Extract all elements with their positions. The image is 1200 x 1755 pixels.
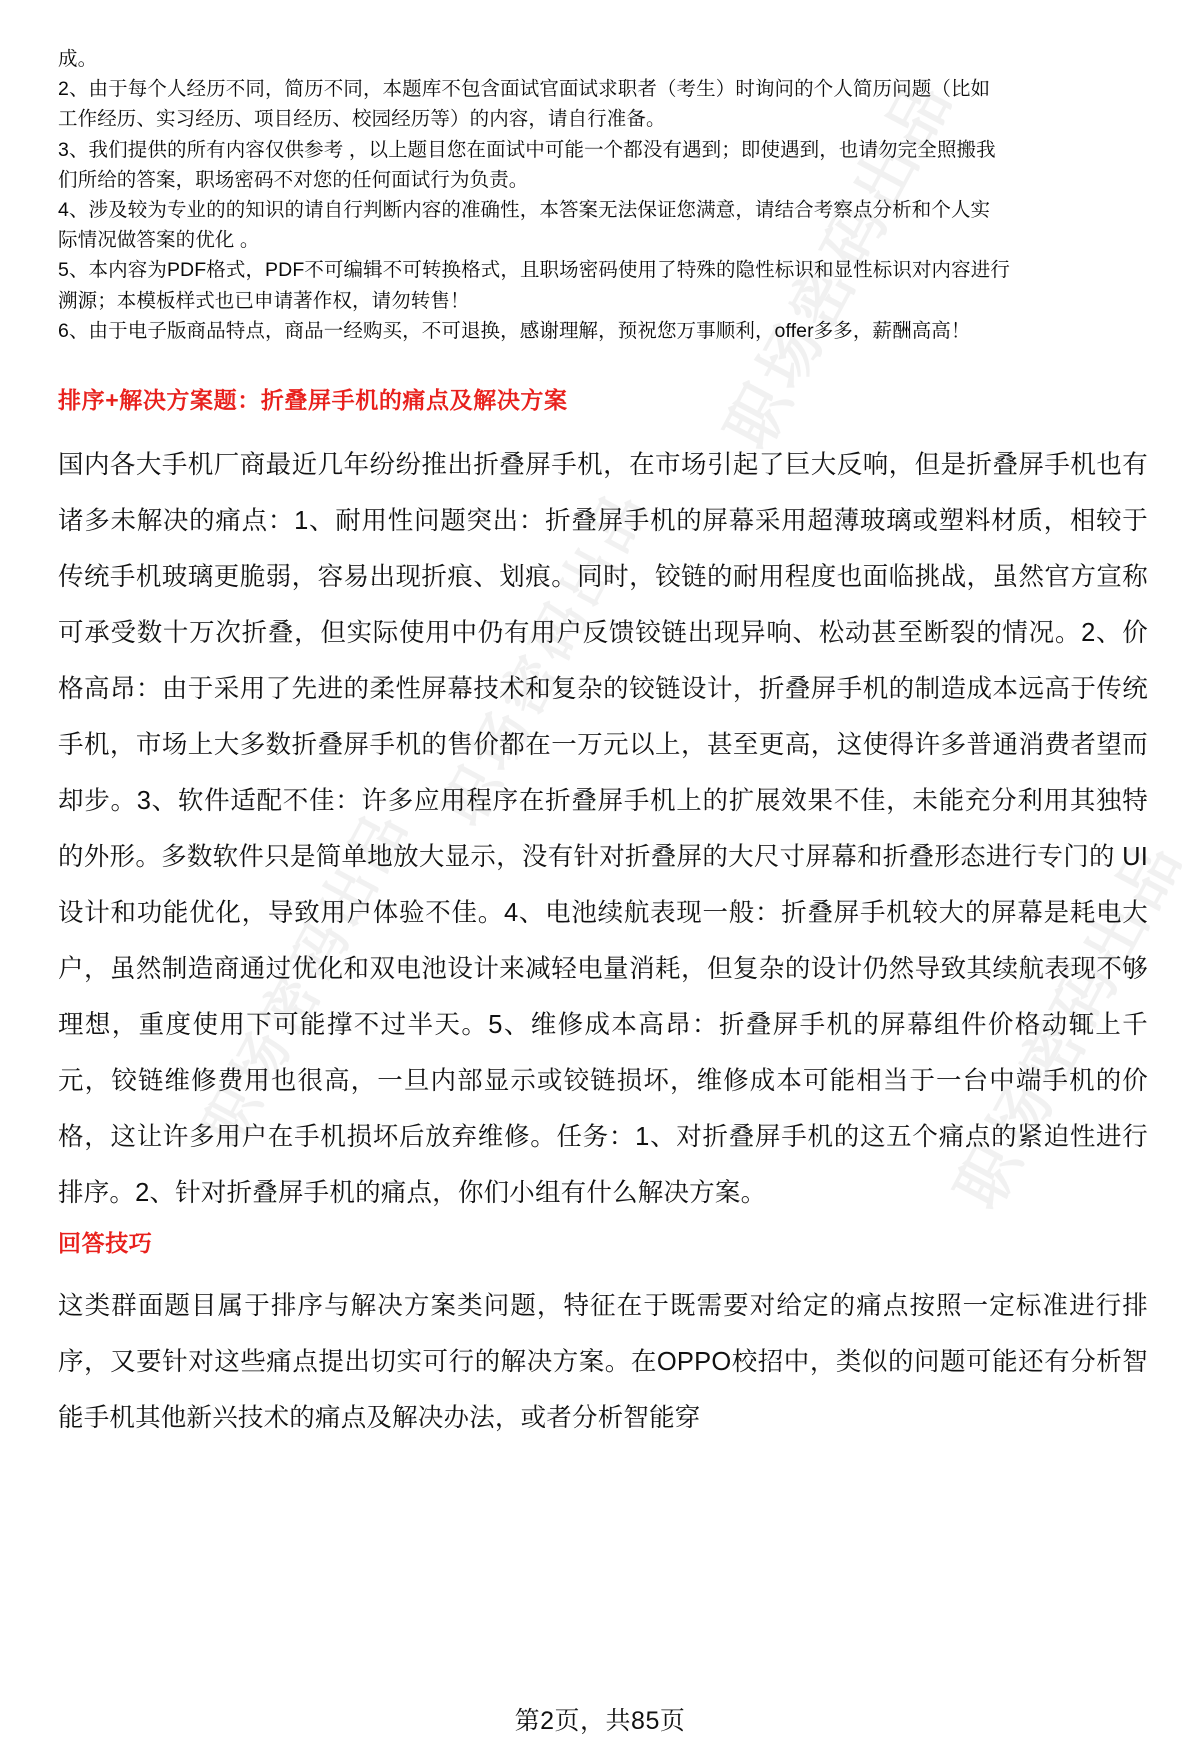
watermark-text: 职场密码出品 — [711, 65, 968, 461]
notice-line: 5、本内容为PDF格式，PDF不可编辑不可转换格式，且职场密码使用了特殊的隐性标识和显性标识对内容进行 — [58, 259, 1010, 282]
notice-block — [58, 44, 1148, 346]
page-footer: 第2页，共85页 — [514, 1707, 686, 1735]
notice-line: 4、涉及较为专业的的知识的请自行判断内容的准确性，本答案无法保证您满意，请结合考察点分析和个人实 — [58, 199, 991, 222]
tips-body: 这类群面题目属于排序与解决方案类问题，特征在于既需要对给定的痛点按照一定标准进行排序，又要针对这些痛点提出切实可行的解决方案。在OPPO校招中，类似的问题可能还有分析智能手机其他新兴技术的痛点及解决办法，或者分析智能穿 — [58, 1292, 1148, 1433]
watermark-text: 职场密码出品 — [941, 825, 1198, 1221]
notice-line: 际情况做答案的优化 。 — [58, 229, 260, 252]
question-heading: 排序+解决方案题：折叠屏手机的痛点及解决方案 — [58, 387, 568, 414]
notice-line: 2、由于每个人经历不同，简历不同，本题库不包含面试官面试求职者（考生）时询问的个人简历问题（比如 — [58, 78, 991, 101]
notice-line: 们所给的答案，职场密码不对您的任何面试行为负责。 — [58, 168, 529, 191]
notice-line: 3、我们提供的所有内容仅供参考 ，以上题目您在面试中可能一个都没有遇到；即使遇到，也请勿完全照搬我 — [58, 138, 996, 161]
watermark-text: 职场密码出品 — [430, 477, 663, 837]
notice-line: 成。 — [58, 48, 98, 70]
notice-line: 溯源；本模板样式也已申请著作权，请勿转售！ — [58, 289, 470, 312]
watermark-text: 职场密码出品 — [190, 797, 423, 1157]
notice-line: 6、由于电子版商品特点，商品一经购买，不可退换，感谢理解，预祝您万事顺利，offer多多，薪酬高高！ — [58, 319, 971, 342]
tips-heading: 回答技巧 — [58, 1230, 153, 1257]
question-body: 国内各大手机厂商最近几年纷纷推出折叠屏手机，在市场引起了巨大反响，但是折叠屏手机也有诸多未解决的痛点：1、耐用性问题突出：折叠屏手机的屏幕采用超薄玻璃或塑料材质，相较于传统手机玻璃更脆弱，容易出现折痕、划痕。同时，铰链的耐用程度也面临挑战，虽然官方宣称可承受数十万次折叠，但实际使用中仍有用户反馈铰链出现异响、松动甚至断裂的情况。2、价格高昂：由于采用了先进的柔性屏幕技术和复杂的铰链设计，折叠屏手机的制造成本远高于传统手机，市场上大多数折叠屏手机的售价都在一万元以上，甚至更高，这使得许多普通消费者望而却步。3、软件适配不佳：许多应用程序在折叠屏手机上的扩展效果不佳，未能充分利用其独特的外形。多数软件只是简单地放大显示，没有针对折叠屏的大尺寸屏幕和折叠形态进行专门的 UI 设计和功能优化，导致用户体验不佳。4、电池续航表现一般：折叠屏手机较大的屏幕是耗电大户，虽然制造商通过优化和双电池设计来减轻电量消耗，但复杂的设计仍然导致其续航表现不够理想，重度使用下可能撑不过半天。5、维修成本高昂：折叠屏手机的屏幕组件价格动辄上千元，铰链维修费用也很高，一旦内部显示或铰链损坏，维修成本可能相当于一台中端手机的价格，这让许多用户在手机损坏后放弃维修。任务：1、对折叠屏手机的这五个痛点的紧迫性进行排序。2、针对折叠屏手机的痛点，你们小组有什么解决方案。 — [58, 451, 1148, 1208]
notice-line: 工作经历、实习经历、项目经历、校园经历等）的内容，请自行准备。 — [58, 108, 666, 131]
